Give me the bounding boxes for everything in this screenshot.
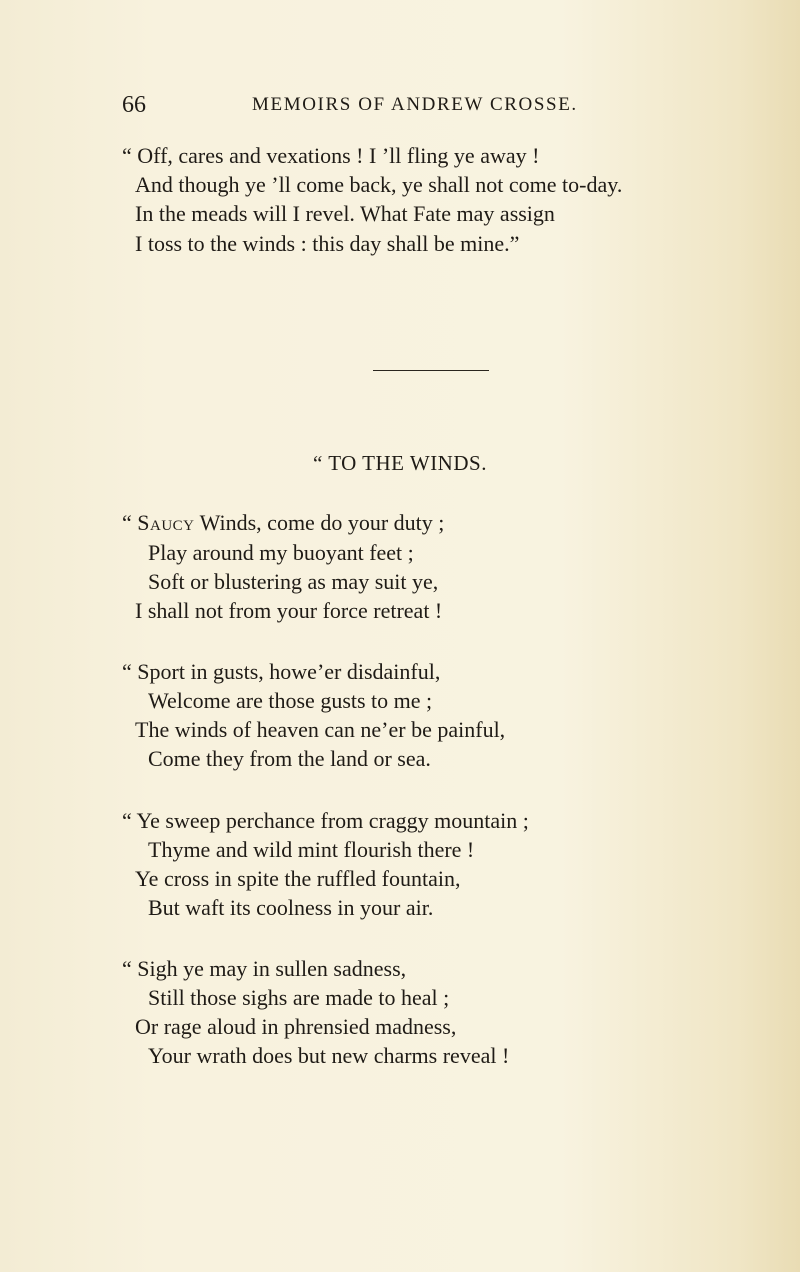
section-divider [373, 370, 489, 371]
stanza-3-line-2: Thyme and wild mint flourish there ! [148, 837, 475, 862]
top-stanza-line-3: In the meads will I revel. What Fate may assign [135, 201, 555, 226]
stanza-4-line-3: Or rage aloud in phrensied madness, [135, 1014, 457, 1039]
stanza-4-line-4: Your wrath does but new charms reveal ! [148, 1043, 510, 1068]
stanza-1-line-3: Soft or blustering as may suit ye, [148, 569, 439, 594]
stanza-1-line-4: I shall not from your force retreat ! [135, 598, 443, 623]
top-stanza-line-4: I toss to the winds : this day shall be mine.” [135, 231, 520, 256]
stanza-2-line-2: Welcome are those gusts to me ; [148, 688, 433, 713]
stanza-2-line-4: Come they from the land or sea. [148, 746, 431, 771]
running-title: MEMOIRS OF ANDREW CROSSE. [252, 94, 578, 115]
drop-word: Saucy [137, 510, 195, 535]
stanza-4-line-2: Still those sighs are made to heal ; [148, 985, 450, 1010]
stanza-2-line-1: “ Sport in gusts, howe’er disdainful, [122, 659, 441, 684]
top-stanza-line-2: And though ye ’ll come back, ye shall not come to-day. [135, 172, 623, 197]
stanza-3-line-4: But waft its coolness in your air. [148, 895, 434, 920]
stanza-3-line-1: “ Ye sweep perchance from craggy mountain ; [122, 808, 529, 833]
stanza-1-line-2: Play around my buoyant feet ; [148, 540, 414, 565]
page-number: 66 [122, 92, 146, 118]
poem-title: “ TO THE WINDS. [313, 451, 487, 475]
stanza-3-line-3: Ye cross in spite the ruffled fountain, [135, 866, 461, 891]
top-stanza-line-1: “ Off, cares and vexations ! I ’ll fling ye away ! [122, 143, 540, 168]
page-header [122, 90, 682, 120]
stanza-4-line-1: “ Sigh ye may in sullen sadness, [122, 956, 407, 981]
open-quote: “ [122, 510, 138, 535]
line-rest: Winds, come do your duty ; [194, 510, 445, 535]
stanza-2-line-3: The winds of heaven can ne’er be painful, [135, 717, 506, 742]
stanza-1-line-1 [122, 509, 444, 537]
